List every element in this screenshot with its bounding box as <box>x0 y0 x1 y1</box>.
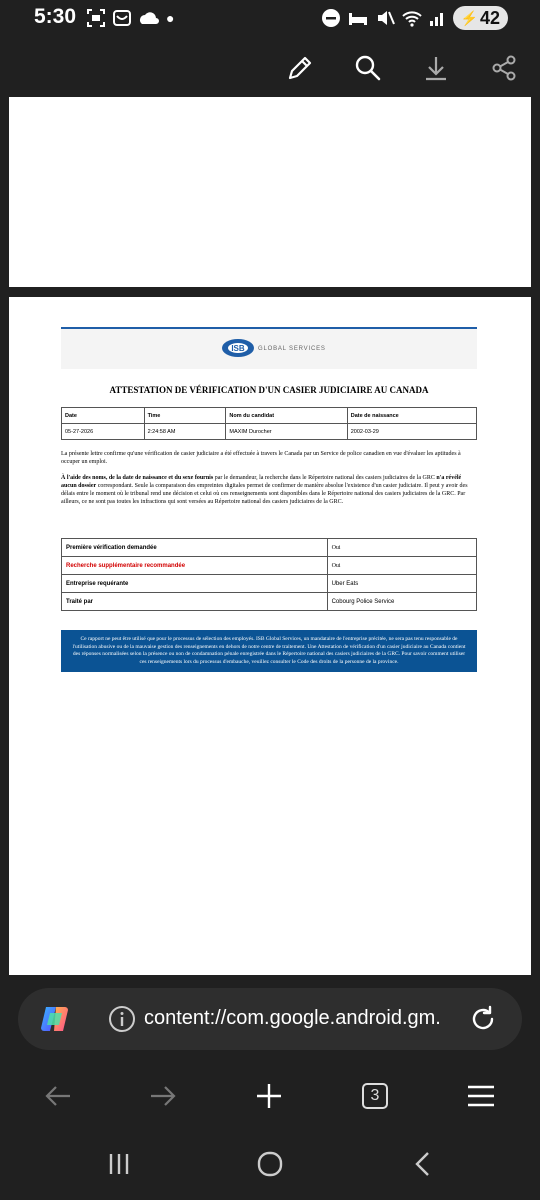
result-bold-2: n'a révélé aucun dossier <box>61 475 462 489</box>
browser-nav <box>0 1074 540 1118</box>
pdf-page-2 <box>9 297 531 975</box>
logo-text: ISB <box>231 344 245 353</box>
result-text-1: par le demandeur, la recherche dans le Répertoire national des casiers judiciaires de la GRC <box>213 475 437 481</box>
value-candidate-name: MAXIM Durocher <box>226 424 347 440</box>
result-text-2: correspondant. Seule la comparaison des empreintes digitales permet de confirmer de manière absolue l'existence d'un casier judiciaire. Il peut y avoir des délais entre le moment où le tribunal rend une décision et celui où ces renseignements sont disponibles dans le Répertoire national des casiers judiciaires de la GRC. Par ailleurs, ce ne sont pas toutes les infractions qui sont versées au Répertoire national des casiers judiciaires de la GRC. <box>61 483 468 505</box>
address-bar[interactable] <box>18 988 522 1050</box>
bolt-icon: ⚡ <box>460 9 478 26</box>
dnd-icon <box>321 8 341 28</box>
battery-level: 42 <box>479 7 500 28</box>
search-icon <box>353 53 383 83</box>
share-icon <box>489 53 519 83</box>
menu-button[interactable] <box>459 1074 503 1118</box>
header-candidate-name: Nom du candidat <box>226 408 347 424</box>
download-icon <box>421 53 451 83</box>
row-label: Traité par <box>62 593 328 611</box>
recents-icon <box>107 1152 131 1176</box>
candidate-info-table <box>61 407 477 440</box>
pdf-page-1 <box>9 97 531 287</box>
dot-icon: ● <box>166 10 175 26</box>
back-button[interactable] <box>36 1074 80 1118</box>
isb-logo <box>221 336 255 360</box>
home-icon <box>256 1150 284 1178</box>
search-button[interactable] <box>346 46 390 90</box>
clock: 5:30 <box>34 5 77 28</box>
table-header-row <box>62 408 477 424</box>
arrow-left-icon <box>44 1084 72 1108</box>
screenshot-icon <box>86 8 106 28</box>
table-row <box>62 557 477 575</box>
row-label: Entreprise requérante <box>62 575 328 593</box>
value-time: 2:24:58 AM <box>144 424 226 440</box>
company-name: GLOBAL SERVICES <box>258 346 326 352</box>
battery-indicator <box>453 6 508 30</box>
row-value: Cobourg Police Service <box>327 593 476 611</box>
verification-table <box>61 538 477 611</box>
wifi-icon <box>401 8 423 28</box>
hamburger-menu-icon <box>466 1084 496 1108</box>
download-button[interactable] <box>414 46 458 90</box>
copilot-icon[interactable] <box>40 1003 72 1035</box>
document-title: ATTESTATION DE VÉRIFICATION D'UN CASIER JUDICIAIRE AU CANADA <box>109 385 429 395</box>
system-navigation-bar <box>0 1142 540 1186</box>
back-nav-button[interactable] <box>400 1142 444 1186</box>
forward-button[interactable] <box>141 1074 185 1118</box>
intro-paragraph: La présente lettre confirme qu'une vérification de casier judiciaire a été effectuée à travers le Canada par un Service de police canadien en vue d'évaluer les aptitudes à occuper un emploi. <box>61 451 461 465</box>
share-button[interactable] <box>482 46 526 90</box>
disclaimer-footer: Ce rapport ne peut être utilisé que pour le processus de sélection des employés. ISB Global Services, un mandataire de l'entreprise précitée, ne sera pas tenu responsable de l'utilisation abusive ou de la mauvaise gestion des renseignements en dehors de notre centre de traitement. Une Attestation de vérification d'un casier judiciaire au Canada contient des réponses normalisées selon la présence ou non de condamnation pénale enregistrée dans le Répertoire national des casiers judiciaires de la GRC. Pour savoir comment utiliser ces renseignements lors du processus d'embauche, veuillez consulter le Code des droits de la personne de la province. <box>61 630 477 672</box>
recent-apps-button[interactable] <box>97 1142 141 1186</box>
table-row <box>62 539 477 557</box>
url-text[interactable]: content://com.google.android.gm. <box>144 1007 441 1029</box>
row-value: Oui <box>327 539 476 557</box>
result-paragraph <box>61 474 477 506</box>
row-label: Première vérification demandée <box>62 539 328 557</box>
status-bar <box>0 0 540 38</box>
mail-icon <box>112 8 132 28</box>
table-row <box>62 593 477 611</box>
viewer-toolbar <box>278 46 526 90</box>
value-date: 05-27-2026 <box>62 424 145 440</box>
home-button[interactable] <box>248 1142 292 1186</box>
signal-icon <box>429 8 447 28</box>
sleep-icon <box>347 8 369 28</box>
tabs-button[interactable] <box>353 1074 397 1118</box>
mute-icon <box>375 8 395 28</box>
letterhead-banner <box>61 327 477 369</box>
chevron-left-icon <box>412 1150 432 1178</box>
document-body <box>61 327 477 672</box>
edit-button[interactable] <box>278 46 322 90</box>
plus-icon <box>255 1082 283 1110</box>
info-icon[interactable] <box>108 1005 136 1033</box>
value-birth-date: 2002-03-29 <box>347 424 476 440</box>
row-value: Uber Eats <box>327 575 476 593</box>
header-birth-date: Date de naissance <box>347 408 476 424</box>
table-row <box>62 575 477 593</box>
result-bold-1: À l'aide des noms, de la date de naissance et du sexe fournis <box>61 475 214 481</box>
reload-icon[interactable] <box>468 1004 498 1034</box>
pencil-icon <box>285 53 315 83</box>
weather-icon <box>138 8 160 28</box>
arrow-right-icon <box>149 1084 177 1108</box>
row-value: Oui <box>327 557 476 575</box>
row-label: Recherche supplémentaire recommandée <box>62 557 328 575</box>
header-date: Date <box>62 408 145 424</box>
tab-count: 3 <box>362 1083 388 1109</box>
new-tab-button[interactable] <box>247 1074 291 1118</box>
header-time: Time <box>144 408 226 424</box>
table-row <box>62 424 477 440</box>
